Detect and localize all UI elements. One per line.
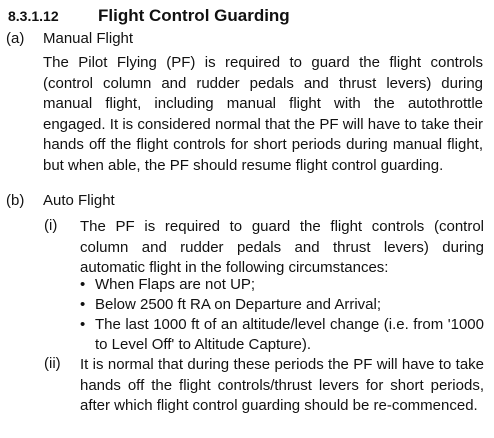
section-title: Flight Control Guarding [98,6,290,25]
item-a-label: (a) [6,30,25,47]
list-item [80,295,484,315]
item-a-title: Manual Flight [43,30,134,47]
list-item [80,275,484,295]
section-number: 8.3.1.12 [8,8,59,24]
bullet-icon: • [80,316,86,333]
subitem-i-label: (i) [44,217,58,234]
bullet-text: The last 1000 ft of an altitude/level change (i.e. from '1000 to Level Off' to Altitude Capture). [95,316,484,353]
item-b-label: (b) [6,192,25,209]
item-b-title: Auto Flight [43,192,115,209]
item-a-paragraph: The Pilot Flying (PF) is required to guard the flight controls (control column and rudder pedals and thrust levers) during manual flight, including manual flight with the autothrottle engaged. It is considered normal that the PF will have to take their hands off the flight controls for short periods during manual flight, but when able, the PF should resume flight control guarding. [43,54,483,174]
bullet-icon: • [80,276,86,293]
subitem-i-paragraph: The PF is required to guard the flight controls (control column and rudder pedals and thrust levers) during automatic flight in the following circumstances: [80,218,484,276]
list-item [80,315,484,355]
circumstances-list [80,275,484,355]
section-heading [8,6,290,28]
subitem-ii-paragraph: It is normal that during these periods the PF will have to take hands off the flight controls/thrust levers for short periods, after which flight control guarding should be re-commenced. [80,356,484,414]
bullet-icon: • [80,296,86,313]
bullet-text: When Flaps are not UP; [95,276,256,293]
subitem-ii-label: (ii) [44,355,61,372]
bullet-text: Below 2500 ft RA on Departure and Arrival; [95,296,381,313]
